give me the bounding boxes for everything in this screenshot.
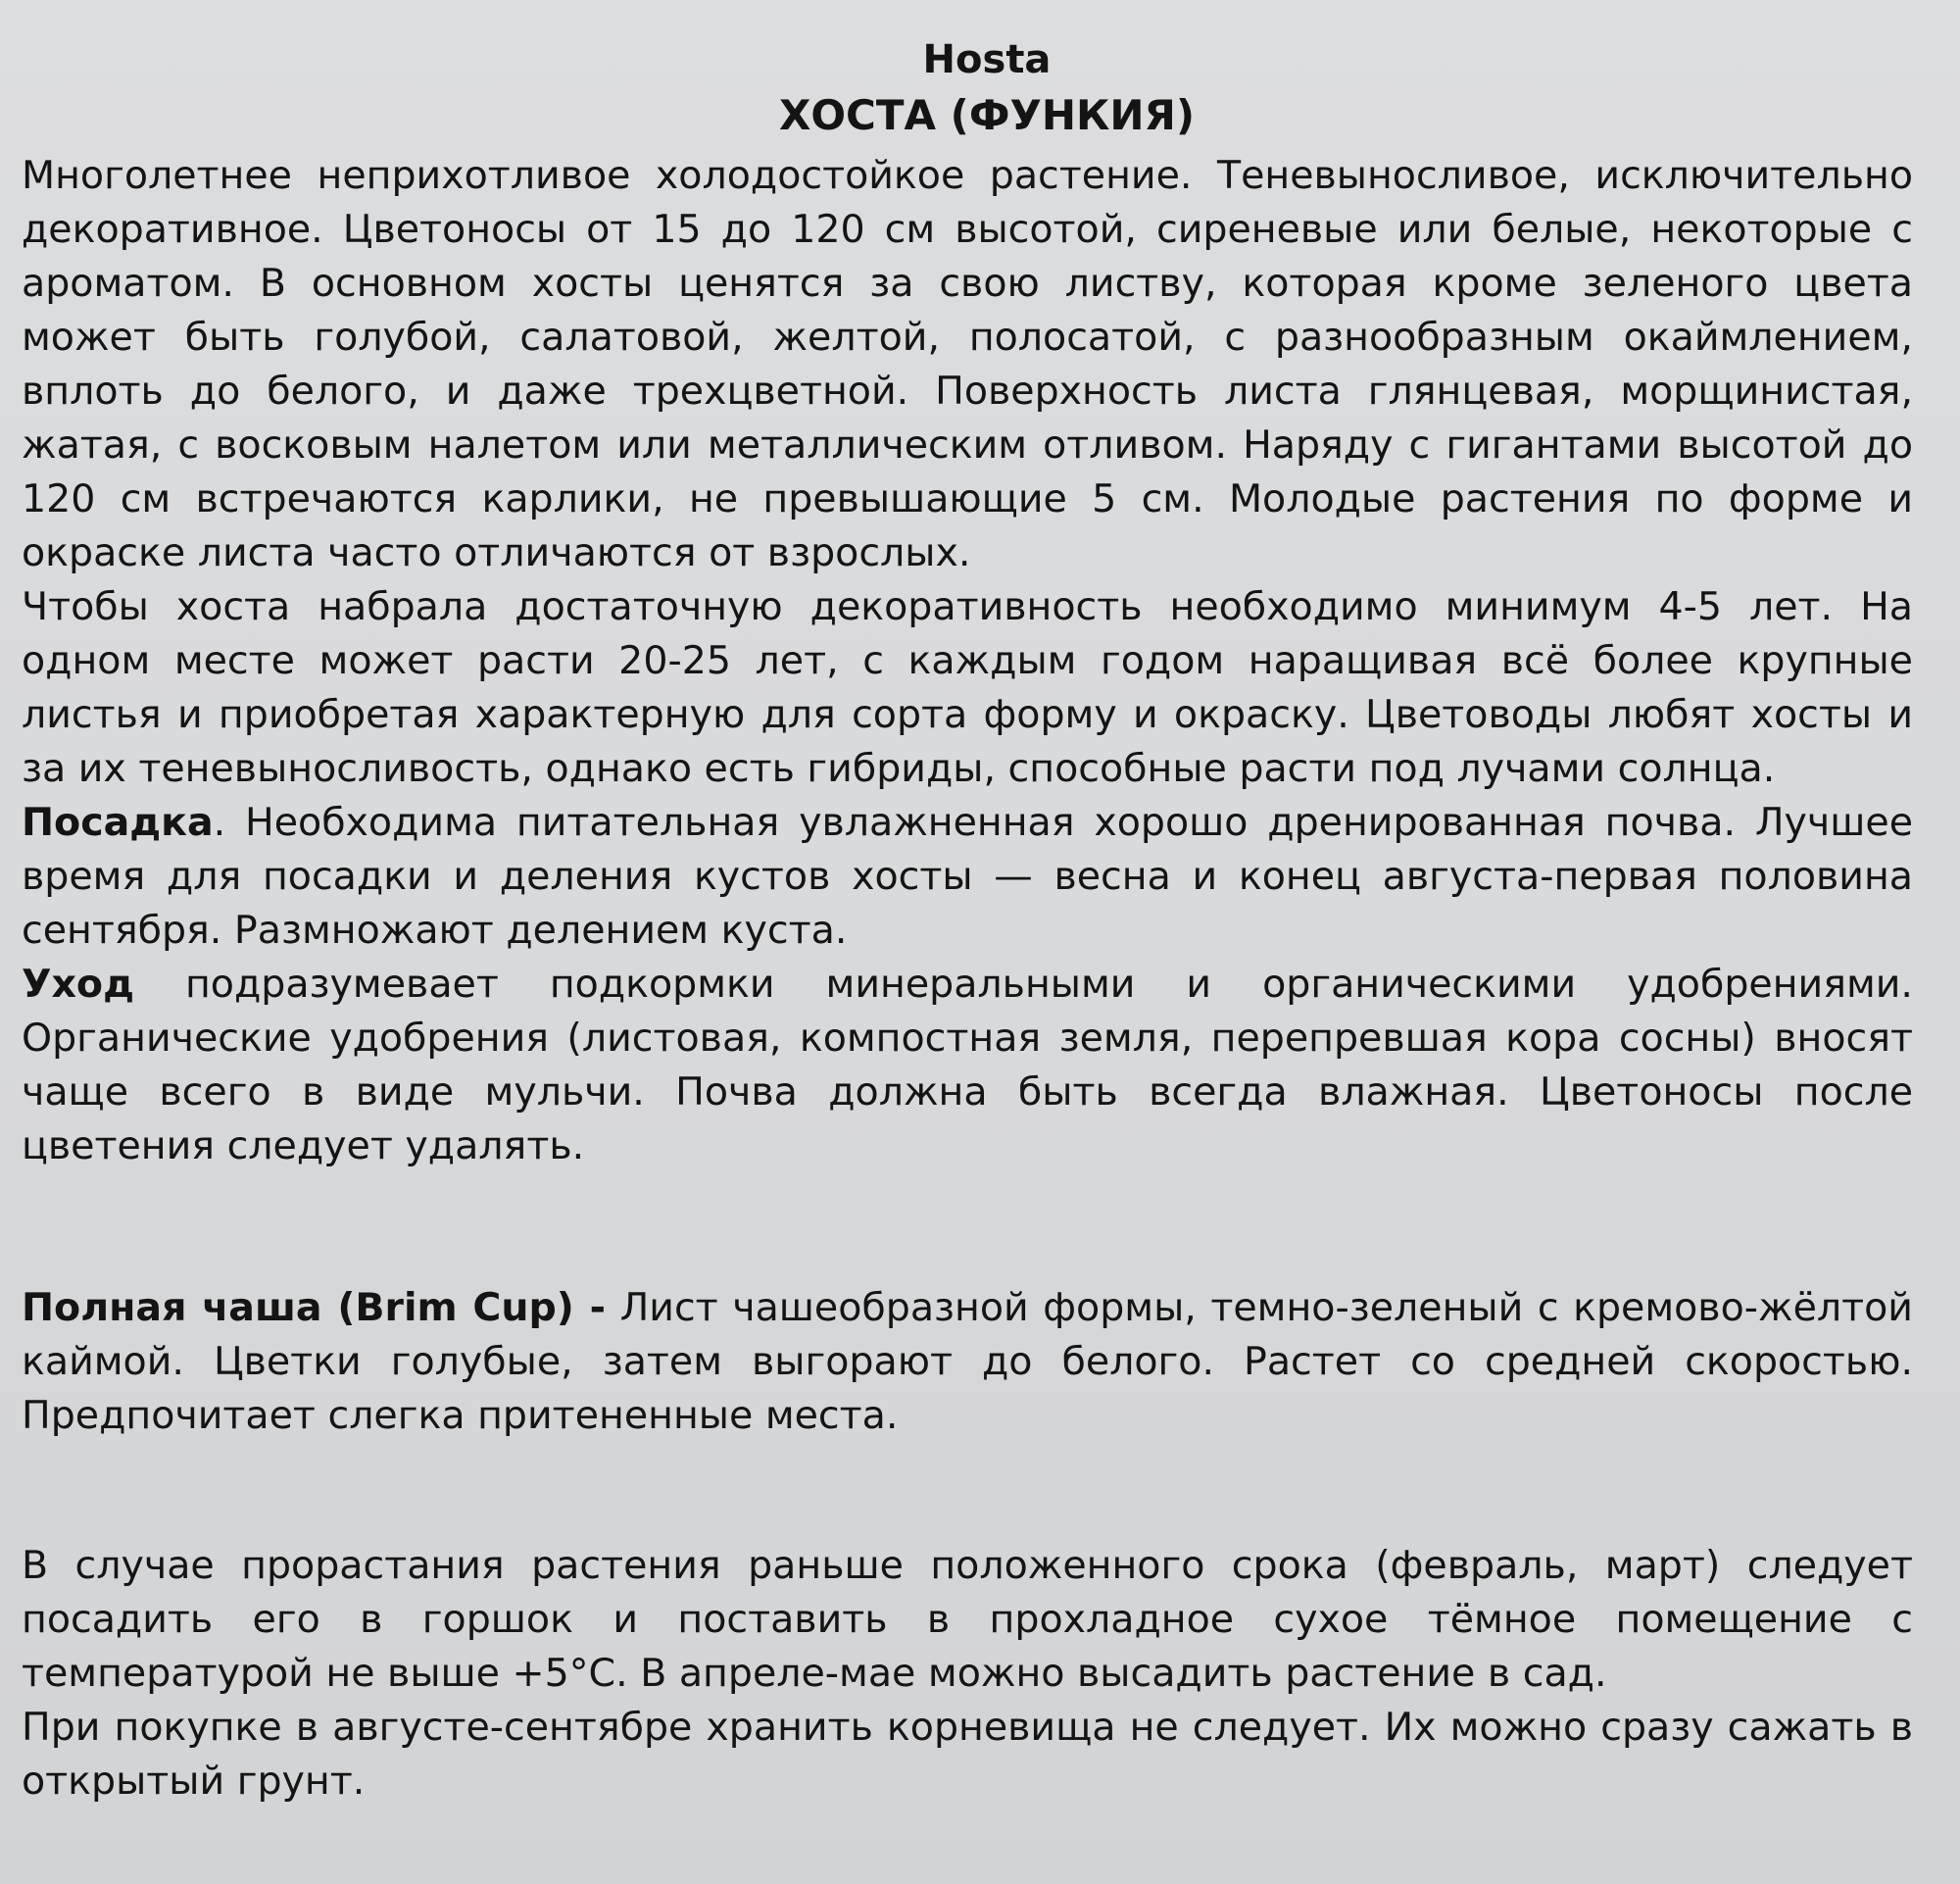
spacer [22,1443,1913,1539]
purchase-paragraph: При покупке в августе-сентябре хранить корневища не следует. Их можно сразу сажать в открытый грунт. [22,1705,1913,1804]
variety-text: Лист чашеобразной формы, темно-зеленый с кремово-жёлтой каймой. Цветки голубые, затем выгорают до белого. Растет со средней скоростью. Предпочитает слегка притененные места. [22,1285,1913,1438]
decorativeness-paragraph: Чтобы хоста набрала достаточную декоративность необходимо минимум 4-5 лет. На одном месте может расти 20-25 лет, с каждым годом наращивая всё более крупные листья и приобретая характерную для сорта форму и окраску. Цветоводы любят хосты и за их теневыносливость, однако есть гибриды, способные расти под лучами солнца. [22,584,1913,791]
spacer [22,1173,1913,1281]
variety-label: Полная чаша (Brim Cup) - [22,1285,607,1330]
care-label: Уход [22,962,134,1007]
variety-paragraph [22,1281,1913,1443]
title-russian: ХОСТА (ФУНКИЯ) [778,91,1196,139]
planting-paragraph [22,796,1913,958]
planting-text: . Необходима питательная увлажненная хорошо дренированная почва. Лучшее время для посадки и деления кустов хосты — весна и конец августа-первая половина сентября. Размножают делением куста. [22,800,1913,953]
early-sprouting-paragraph: В случае прорастания растения раньше положенного срока (февраль, март) следует посадить его в горшок и поставить в прохладное сухое тёмное помещение с температурой не выше +5°С. В апреле-мае можно высадить растение в сад. [22,1543,1913,1696]
title-latin: Hosta [922,37,1052,82]
care-text: подразумевает подкормки минеральными и органическими удобрениями. Органические удобрения (листовая, компостная земля, перепревшая кора сосны) вносят чаще всего в виде мульчи. Почва должна быть всегда влажная. Цветоносы после цветения следует удалять. [22,962,1913,1168]
planting-label: Посадка [22,800,214,845]
description-paragraph: Многолетнее неприхотливое холодостойкое растение. Теневыносливое, исключительно декоративное. Цветоносы от 15 до 120 см высотой, сиреневые или белые, некоторые с ароматом. В основном хосты ценятся за свою листву, которая кроме зеленого цвета может быть голубой, салатовой, желтой, полосатой, с разнообразным окаймлением, вплоть до белого, и даже трехцветной. Поверхность листа глянцевая, морщинистая, жатая, с восковым налетом или металлическим отливом. Наряду с гигантами высотой до 120 см встречаются карлики, не превышающие 5 см. Молодые растения по форме и окраске листа часто отличаются от взрослых. [22,153,1913,575]
care-paragraph [22,958,1913,1173]
